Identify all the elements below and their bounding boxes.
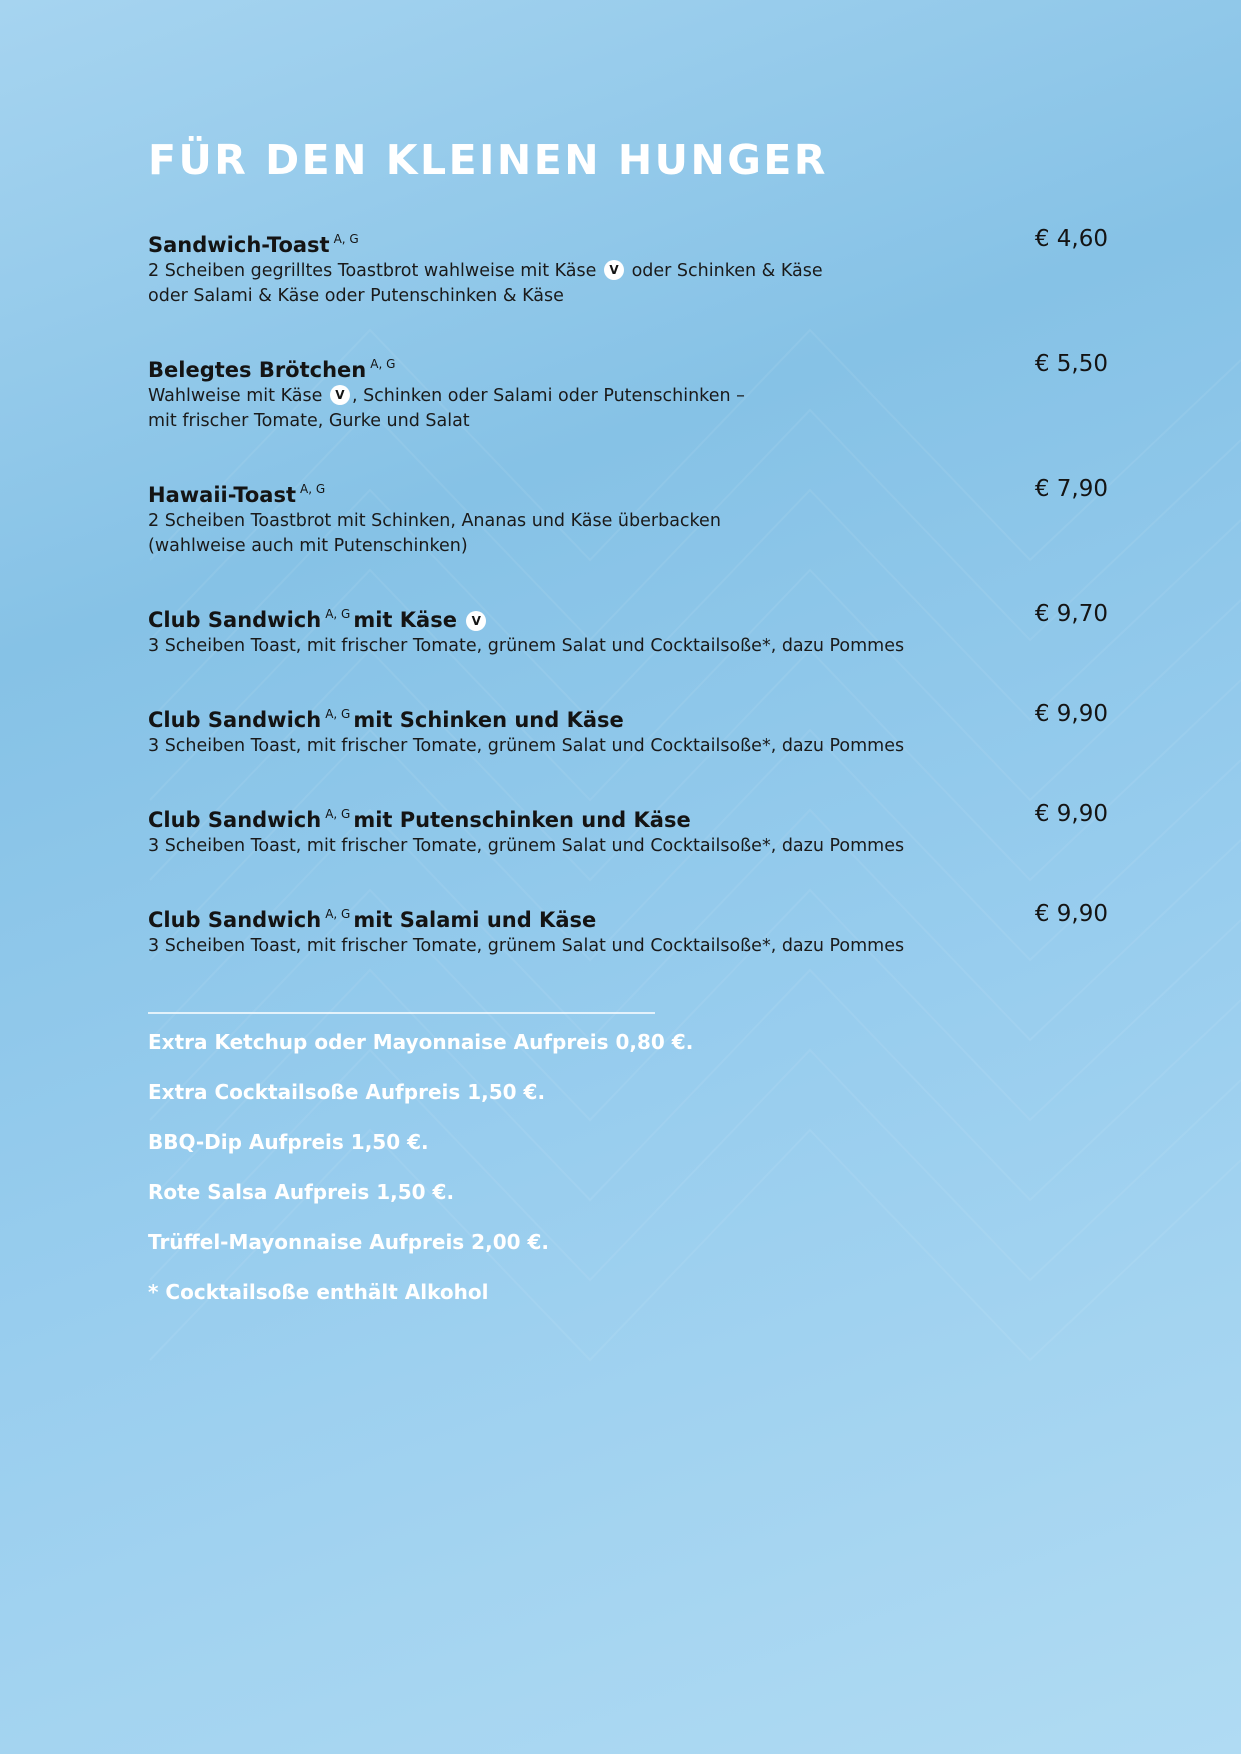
allergen-codes: A, G xyxy=(370,357,396,371)
desc-text: 2 Scheiben gegrilltes Toastbrot wahlweise mit Käse xyxy=(148,261,597,281)
item-name-text: Club Sandwich xyxy=(148,708,322,732)
item-name xyxy=(148,475,1108,509)
desc-text: Wahlweise mit Käse xyxy=(148,386,323,406)
menu-item-sandwich-toast xyxy=(148,225,1108,309)
allergen-codes: A, G xyxy=(325,807,351,821)
item-name-text: Club Sandwich xyxy=(148,808,322,832)
item-name-suffix: mit Putenschinken und Käse xyxy=(353,808,691,832)
allergen-codes: A, G xyxy=(325,707,351,721)
item-description-line: (wahlweise auch mit Putenschinken) xyxy=(148,536,468,556)
item-name-text: Hawaii-Toast xyxy=(148,483,297,507)
allergen-codes: A, G xyxy=(325,607,351,621)
item-price: € 4,60 xyxy=(1034,226,1108,252)
menu-item-club-sandwich-putenschinken xyxy=(148,800,1108,859)
item-name xyxy=(148,800,1108,834)
menu-item-club-sandwich-salami xyxy=(148,900,1108,959)
alcohol-footnote: * Cocktailsoße enthält Alkohol xyxy=(148,1280,489,1304)
item-price: € 7,90 xyxy=(1034,476,1108,502)
extra-ketchup-mayo: Extra Ketchup oder Mayonnaise Aufpreis 0,80 €. xyxy=(148,1030,694,1054)
item-name-text: Club Sandwich xyxy=(148,608,322,632)
item-description-line: 2 Scheiben Toastbrot mit Schinken, Ananas und Käse überbacken xyxy=(148,511,721,531)
item-price: € 9,90 xyxy=(1034,901,1108,927)
extra-trueffel-mayo: Trüffel-Mayonnaise Aufpreis 2,00 €. xyxy=(148,1230,549,1254)
page-title: FÜR DEN KLEINEN HUNGER xyxy=(148,136,828,184)
item-description-line: 3 Scheiben Toast, mit frischer Tomate, grünem Salat und Cocktailsoße*, dazu Pommes xyxy=(148,836,905,856)
item-name-text: Sandwich-Toast xyxy=(148,233,330,257)
item-name xyxy=(148,350,1108,384)
extra-cocktailsosse: Extra Cocktailsoße Aufpreis 1,50 €. xyxy=(148,1080,546,1104)
section-divider xyxy=(148,1012,655,1014)
vegetarian-icon: V xyxy=(604,260,624,280)
menu-item-club-sandwich-schinken xyxy=(148,700,1108,759)
vegetarian-icon: V xyxy=(330,385,350,405)
item-name xyxy=(148,600,1108,634)
item-price: € 5,50 xyxy=(1034,351,1108,377)
item-description xyxy=(148,384,1108,409)
item-name-text: Club Sandwich xyxy=(148,908,322,932)
item-name xyxy=(148,225,1108,259)
allergen-codes: A, G xyxy=(333,232,359,246)
menu-item-hawaii-toast xyxy=(148,475,1108,559)
item-description-line: 3 Scheiben Toast, mit frischer Tomate, grünem Salat und Cocktailsoße*, dazu Pommes xyxy=(148,636,905,656)
item-description-line: oder Salami & Käse oder Putenschinken & Käse xyxy=(148,286,564,306)
menu-item-club-sandwich-kaese xyxy=(148,600,1108,659)
item-name-suffix: mit Salami und Käse xyxy=(353,908,597,932)
item-name-text: Belegtes Brötchen xyxy=(148,358,367,382)
desc-text: oder Schinken & Käse xyxy=(631,261,823,281)
extra-bbq-dip: BBQ-Dip Aufpreis 1,50 €. xyxy=(148,1130,429,1154)
item-price: € 9,90 xyxy=(1034,801,1108,827)
extra-rote-salsa: Rote Salsa Aufpreis 1,50 €. xyxy=(148,1180,455,1204)
item-name xyxy=(148,900,1108,934)
item-description-line: 3 Scheiben Toast, mit frischer Tomate, grünem Salat und Cocktailsoße*, dazu Pommes xyxy=(148,936,905,956)
item-name-suffix: mit Käse xyxy=(353,608,457,632)
item-name xyxy=(148,700,1108,734)
item-name-suffix: mit Schinken und Käse xyxy=(353,708,624,732)
allergen-codes: A, G xyxy=(325,907,351,921)
menu-item-belegtes-broetchen xyxy=(148,350,1108,434)
desc-text: , Schinken oder Salami oder Putenschinken – xyxy=(351,386,745,406)
item-description-line: mit frischer Tomate, Gurke und Salat xyxy=(148,411,470,431)
allergen-codes: A, G xyxy=(300,482,326,496)
item-description xyxy=(148,259,1108,284)
item-description-line: 3 Scheiben Toast, mit frischer Tomate, grünem Salat und Cocktailsoße*, dazu Pommes xyxy=(148,736,905,756)
vegetarian-icon: V xyxy=(466,611,486,631)
item-price: € 9,90 xyxy=(1034,701,1108,727)
item-price: € 9,70 xyxy=(1034,601,1108,627)
